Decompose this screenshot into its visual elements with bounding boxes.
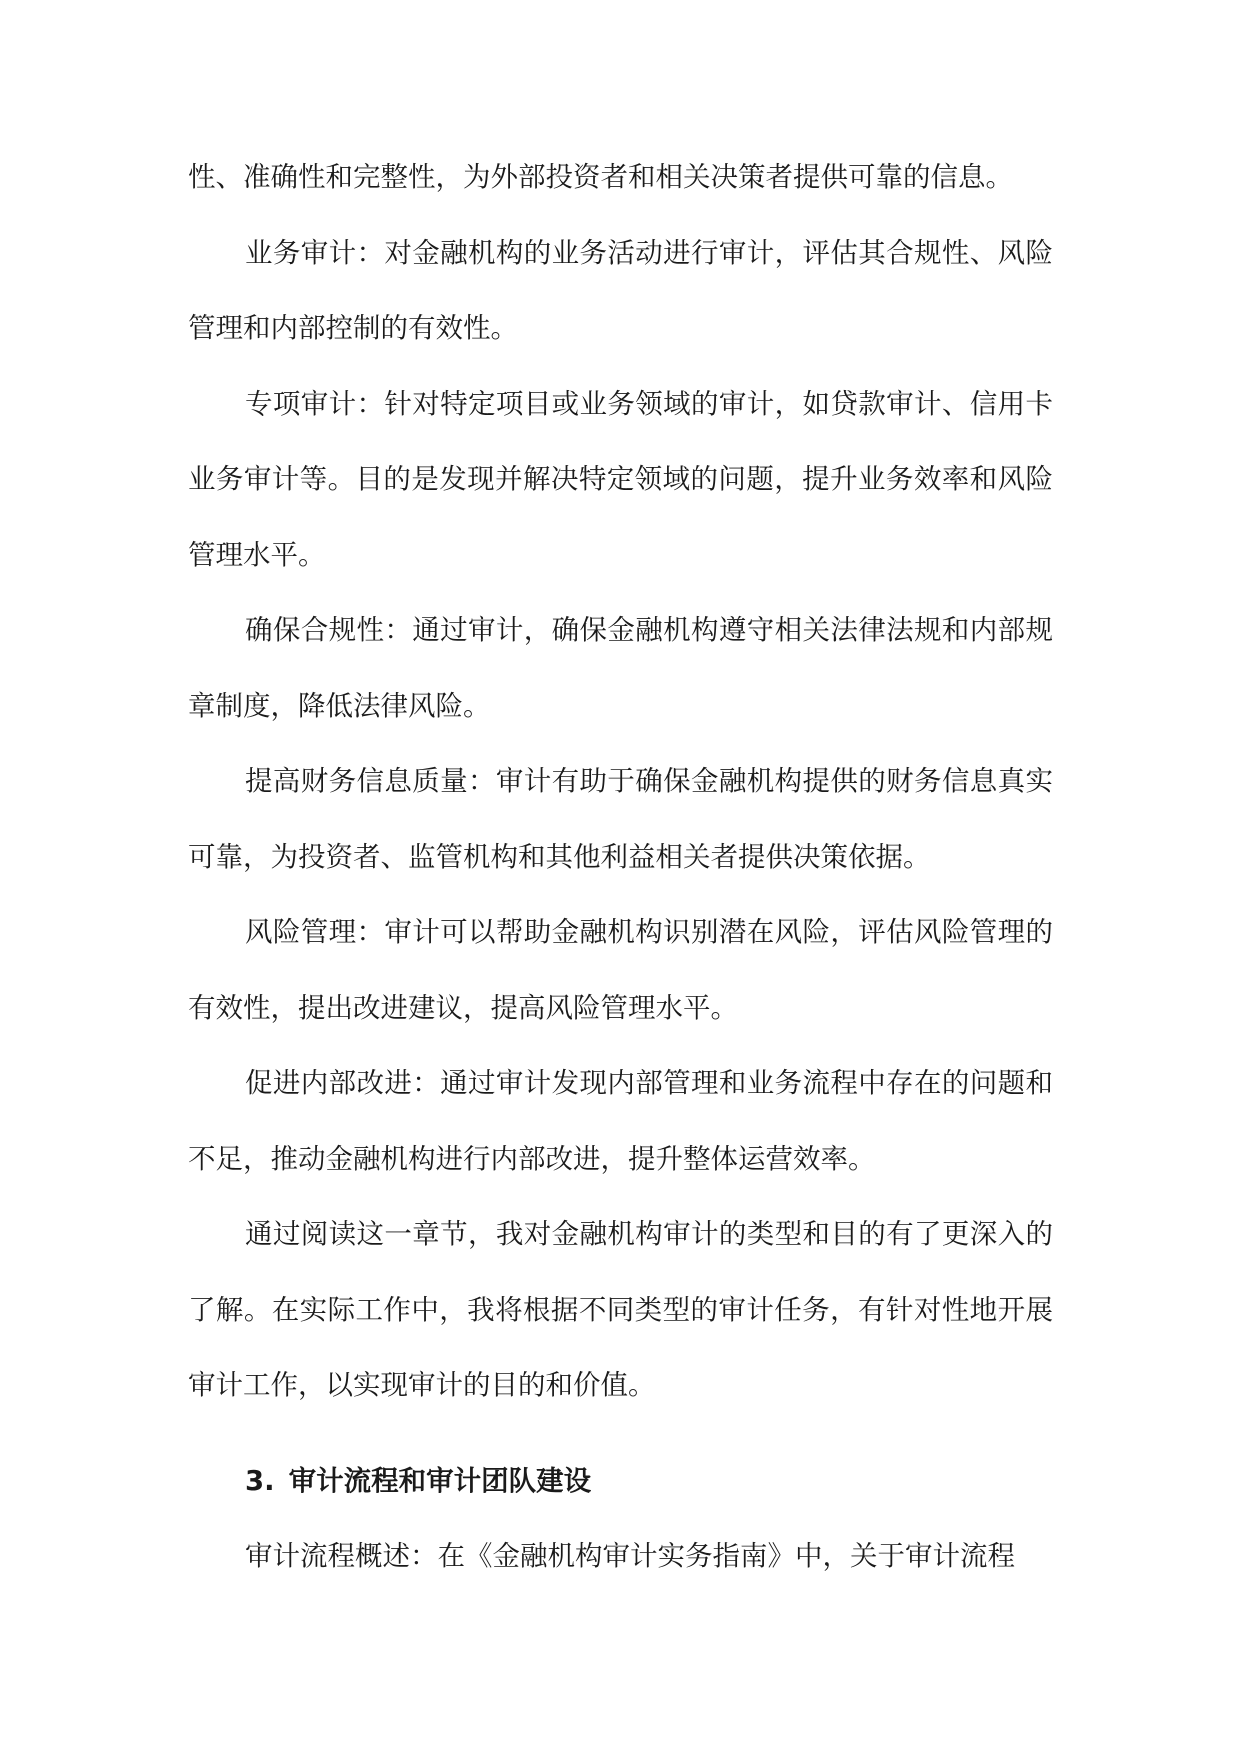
- paragraph-business-audit: 业务审计：对金融机构的业务活动进行审计，评估其合规性、风险管理和内部控制的有效性。: [188, 236, 1053, 344]
- section-title: 审计流程和审计团队建设: [288, 1464, 592, 1497]
- paragraph-special-audit: 专项审计：针对特定项目或业务领域的审计，如贷款审计、信用卡业务审计等。目的是发现并解决特定领域的问题，提升业务效率和风险管理水平。: [188, 387, 1053, 571]
- paragraph-audit-process-overview: 审计流程概述：在《金融机构审计实务指南》中，关于审计流程: [245, 1540, 1015, 1572]
- document-body: [188, 140, 1053, 1595]
- paragraph-financial-info-quality: 提高财务信息质量：审计有助于确保金融机构提供的财务信息真实可靠，为投资者、监管机构和其他利益相关者提供决策依据。: [188, 765, 1053, 873]
- section-heading: [188, 1424, 1053, 1520]
- paragraph-continuation: 性、准确性和完整性，为外部投资者和相关决策者提供可靠的信息。: [188, 161, 1013, 193]
- paragraph-compliance: 确保合规性：通过审计，确保金融机构遵守相关法律法规和内部规章制度，降低法律风险。: [188, 614, 1053, 722]
- paragraph-reflection: 通过阅读这一章节，我对金融机构审计的类型和目的有了更深入的了解。在实际工作中，我将根据不同类型的审计任务，有针对性地开展审计工作，以实现审计的目的和价值。: [188, 1218, 1053, 1401]
- paragraph-internal-improvement: 促进内部改进：通过审计发现内部管理和业务流程中存在的问题和不足，推动金融机构进行内部改进，提升整体运营效率。: [188, 1067, 1053, 1175]
- section-number: 3.: [245, 1464, 275, 1497]
- paragraph-risk-management: 风险管理：审计可以帮助金融机构识别潜在风险，评估风险管理的有效性，提出改进建议，提高风险管理水平。: [188, 916, 1053, 1024]
